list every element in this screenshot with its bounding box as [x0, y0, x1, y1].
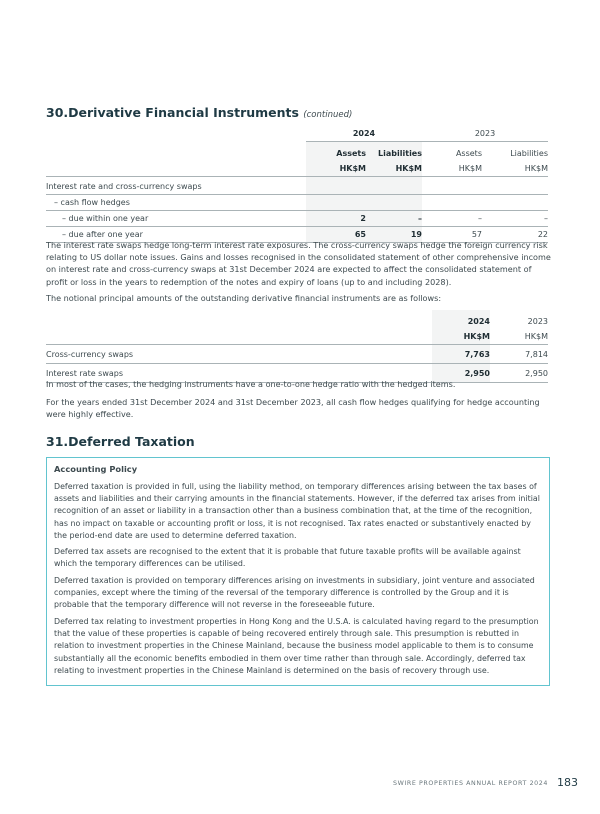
continued-label: (continued) [303, 110, 353, 120]
cell-value: 2 [306, 211, 366, 227]
row-label: Interest rate swaps [46, 364, 432, 383]
paragraph: In most of the cases, the hedging instruments have a one-to-one hedge ratio with the hedged items. [46, 379, 456, 389]
row-label: Interest rate and cross-currency swaps [46, 177, 306, 195]
cell-value: 19 [366, 227, 422, 243]
section-31-heading [46, 434, 195, 449]
cell-value: – [422, 211, 482, 227]
cell-value: 2,950 [432, 364, 490, 383]
currency-header-row [46, 161, 548, 177]
policy-title: Accounting Policy [54, 464, 138, 474]
paragraph: The notional principal amounts of the outstanding derivative financial instruments are as follows: [46, 293, 442, 303]
policy-paragraph: Deferred tax assets are recognised to the extent that it is probable that future taxable profits will be available against which the temporary differences can be utilised. [54, 547, 521, 569]
table-row [46, 211, 548, 227]
section-number: 31. [46, 434, 69, 449]
year-2023-header: 2023 [422, 126, 548, 142]
section-title: Derivative Financial Instruments [68, 105, 299, 120]
table-row [46, 177, 548, 195]
assets-2023-header: Assets [455, 149, 482, 158]
row-label: – due after one year [46, 227, 306, 243]
cell-value: 22 [482, 227, 548, 243]
cell-value: 7,814 [490, 345, 548, 364]
paragraph: For the years ended 31st December 2024 and 31st December 2023, all cash flow hedges qualifying for hedge accounting were highly effective. [46, 397, 540, 420]
currency-label: HK$M [366, 161, 422, 177]
row-label: – cash flow hedges [46, 195, 306, 211]
year-2024-header: 2024 [306, 126, 422, 142]
currency-label: HK$M [482, 161, 548, 177]
cell-value: 7,763 [432, 345, 490, 364]
table-row [46, 345, 548, 364]
derivatives-table [46, 126, 548, 243]
section-title: Deferred Taxation [68, 434, 195, 449]
table-row [46, 195, 548, 211]
notional-amounts-table [46, 310, 548, 383]
cell-value: 2,950 [490, 364, 548, 383]
paragraph: The interest rate swaps hedge long-term interest rate exposures. The cross-currency swaps hedge the foreign currency risk relating to US dollar note issues. Gains and losses recognised in the consolidated statement of other comprehensive income on interest rate and cross-currency swaps at 31st December 2024 are expected to affect the consolidated statement of profit or loss in the years to redemption of the notes and expiry of loans (up to and including 2028). [46, 240, 551, 287]
currency-label: HK$M [490, 329, 548, 345]
liabilities-2024-header: Liabilities [366, 142, 422, 162]
policy-paragraph: Deferred taxation is provided on temporary differences arising on investments in subsidiary, joint venture and associated companies, except where the timing of the reversal of the temporary difference is controlled by the Group and it is probable that the temporary difference will not reverse in the foreseeable future. [54, 576, 535, 610]
cell-value: – [482, 211, 548, 227]
currency-label: HK$M [432, 329, 490, 345]
report-name: SWIRE PROPERTIES ANNUAL REPORT 2024 [393, 780, 548, 787]
cell-value: 57 [422, 227, 482, 243]
section-30-heading [46, 105, 352, 120]
currency-header-row [46, 329, 548, 345]
cell-value: – [366, 211, 422, 227]
year-header-row [46, 310, 548, 329]
year-2024-header: 2024 [432, 310, 490, 329]
currency-label: HK$M [422, 161, 482, 177]
liabilities-2023-header: Liabilities [510, 149, 548, 158]
policy-paragraph: Deferred tax relating to investment properties in Hong Kong and the U.S.A. is calculated having regard to the presumption that the value of these properties is capable of being recovered entirely through sale. This presumption is rebutted in relation to investment properties in the Chinese Mainland, because the business model applicable to them is to consume substantially all the economic benefits embodied in them over time rather than through sale. Accordingly, deferred tax relating to investment properties in the Chinese Mainland is determined on the basis of recovery through use. [54, 617, 539, 675]
accounting-policy-box [46, 457, 550, 686]
row-label: – due within one year [46, 211, 306, 227]
currency-label: HK$M [306, 161, 366, 177]
section-number: 30. [46, 105, 69, 120]
year-header-row [46, 126, 548, 142]
column-header-row [46, 142, 548, 162]
assets-2024-header: Assets [306, 142, 366, 162]
cell-value: 65 [306, 227, 366, 243]
year-2023-header: 2023 [527, 317, 548, 326]
row-label: Cross-currency swaps [46, 345, 432, 364]
page-number: 183 [557, 776, 578, 789]
policy-paragraph: Deferred taxation is provided in full, using the liability method, on temporary differences arising between the tax bases of assets and liabilities and their carrying amounts in the financial statements. However, if the deferred tax arises from initial recognition of an asset or liability in a transaction other than a business combination that, at the time of the recognition, has no impact on taxable or accounting profit or loss, it is not recognised. Tax rates enacted or substantively enacted by the period-end date are used to determine deferred taxation. [54, 482, 540, 540]
